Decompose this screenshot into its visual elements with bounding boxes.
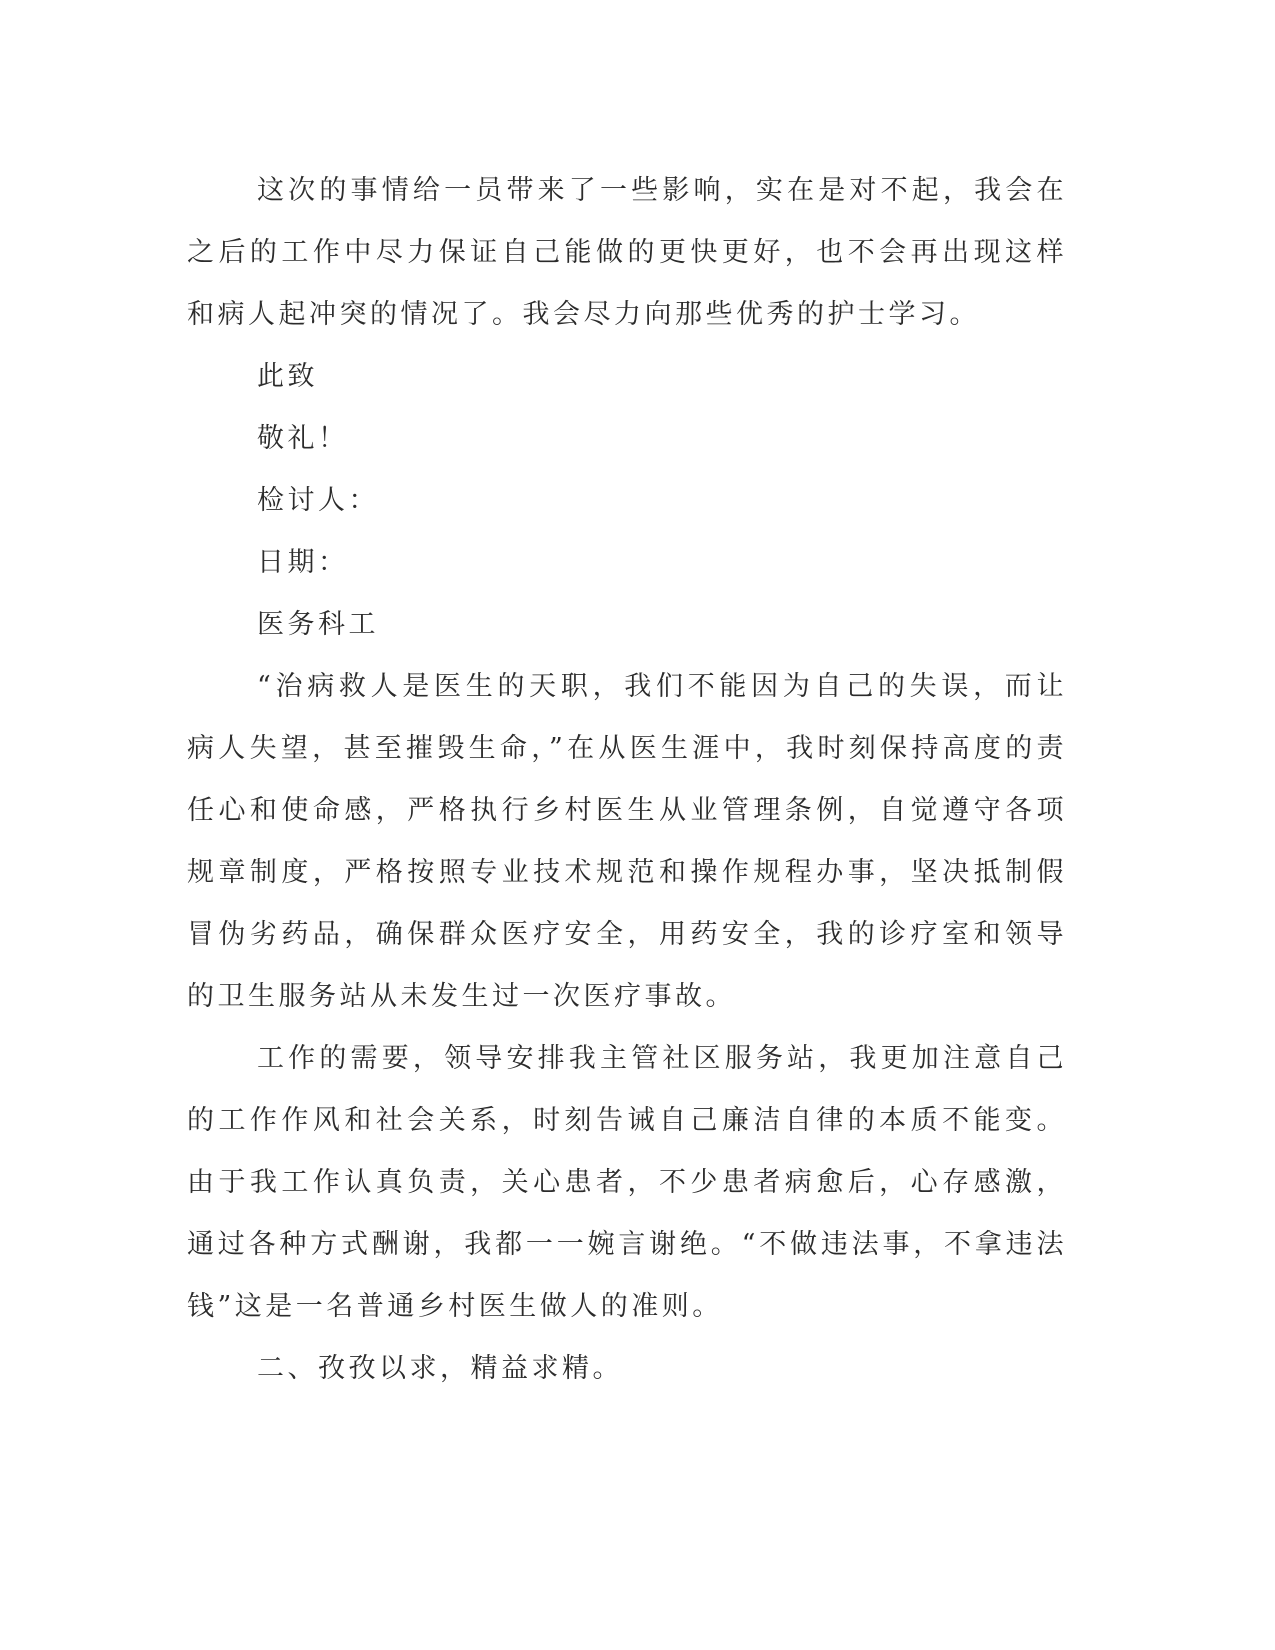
subsection-heading: 二、孜孜以求，精益求精。 [257,1353,623,1384]
signature-label: 检讨人： [257,485,379,516]
closing-salutation: 此致 [257,361,318,392]
paragraph-integrity: 工作的需要，领导安排我主管社区服务站，我更加注意自己的工作作风和社会关系，时刻告诫自己廉洁自律的本质不能变。由于我工作认真负责，关心患者，不少患者病愈后，心存感激，通过各种方式酬谢，我都一一婉言谢绝。“不做违法事，不拿违法钱”这是一名普通乡村医生做人的准则。 [187,1043,1067,1322]
closing-regards: 敬礼！ [257,423,349,454]
document-body [187,160,1067,1400]
paragraph-apology: 这次的事情给一员带来了一些影响，实在是对不起，我会在之后的工作中尽力保证自己能做的更快更好，也不会再出现这样和病人起冲突的情况了。我会尽力向那些优秀的护士学习。 [187,175,1067,330]
section-heading: 医务科工 [257,609,379,640]
date-label: 日期： [257,547,349,578]
paragraph-duty: “治病救人是医生的天职，我们不能因为自己的失误，而让病人失望，甚至摧毁生命，”在从医生涯中，我时刻保持高度的责任心和使命感，严格执行乡村医生从业管理条例，自觉遵守各项规章制度，严格按照专业技术规范和操作规程办事，坚决抵制假冒伪劣药品，确保群众医疗安全，用药安全，我的诊疗室和领导的卫生服务站从未发生过一次医疗事故。 [187,671,1067,1012]
